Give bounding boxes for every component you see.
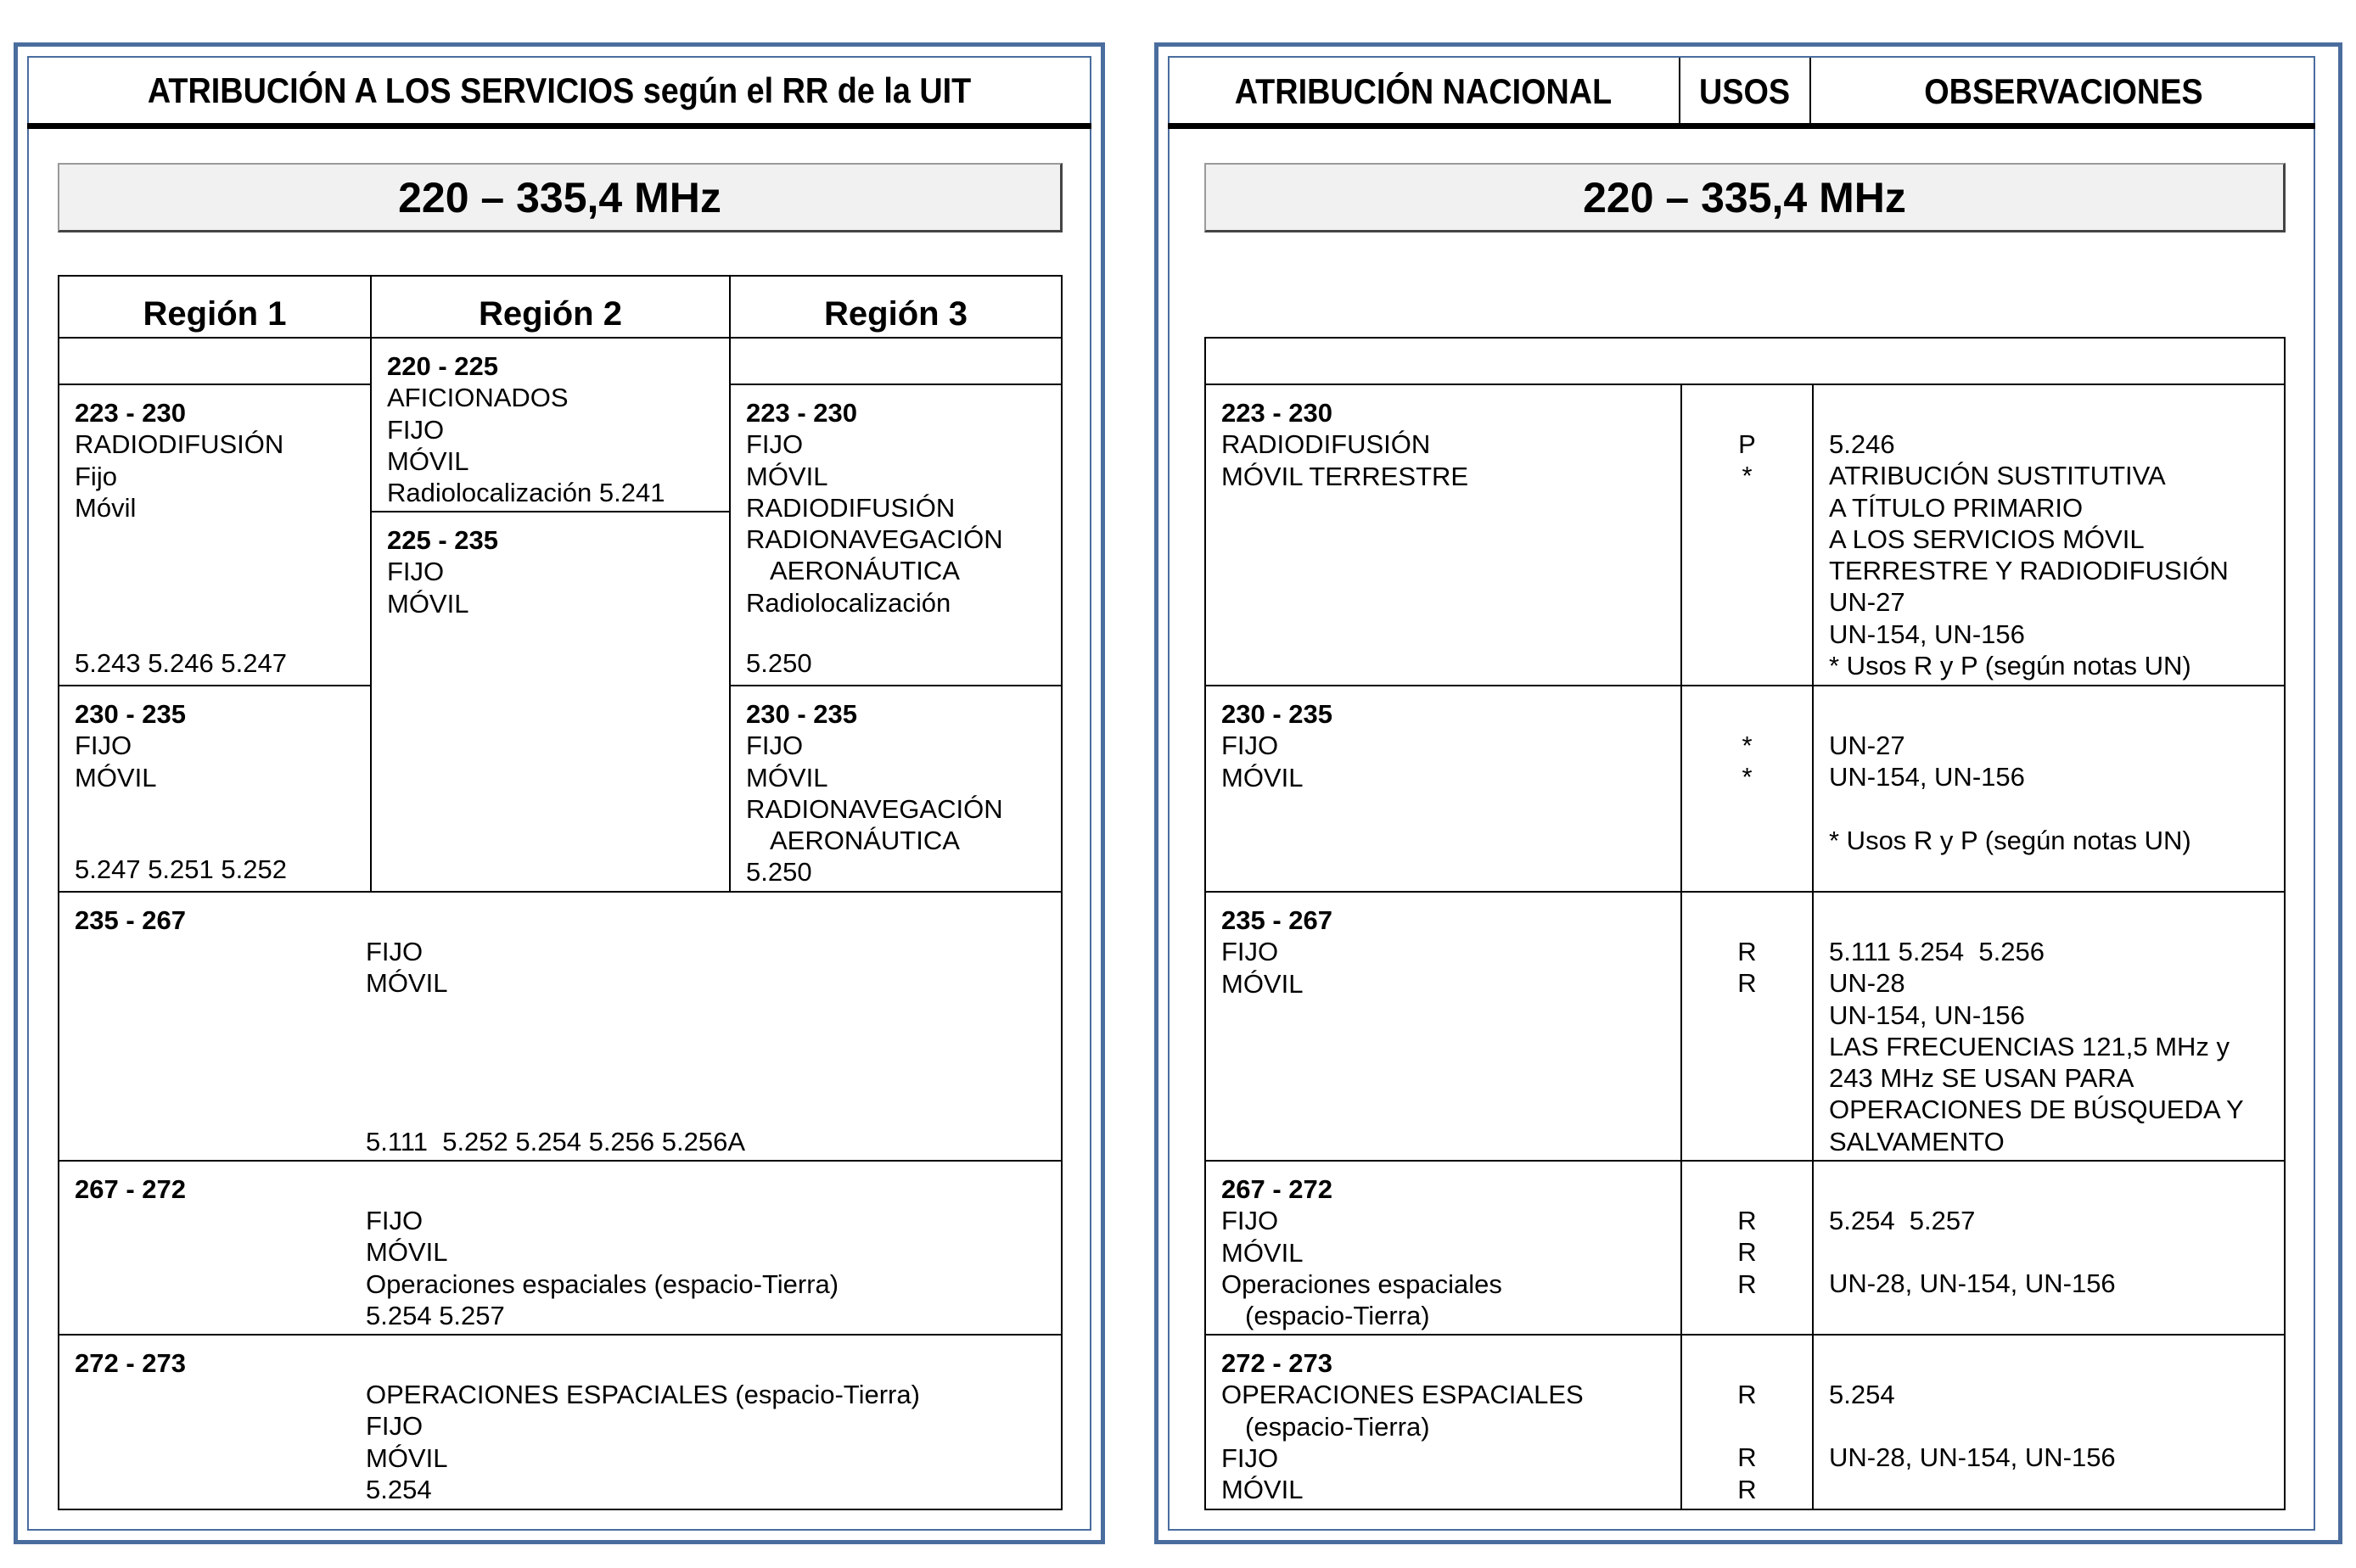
service: RADIODIFUSIÓN [1221,429,1431,460]
uso: R [1737,1474,1757,1504]
header-usos: USOS [1699,70,1791,111]
observation: 5.254 5.257 [1829,1206,1976,1235]
freq-range: 223 - 230 [1221,398,1332,428]
r3-223-230-cell [731,385,1061,685]
obs-272-273 [1814,1336,2284,1509]
observation [1829,793,2284,825]
observation: UN-28, UN-154, UN-156 [1829,1268,2116,1299]
service: Fijo [75,461,117,491]
observation: UN-27 [1829,731,1905,760]
service: AERONÁUTICA [770,556,960,586]
freq-range: 272 - 273 [1221,1348,1332,1378]
uso: R [1737,1206,1757,1235]
observation: UN-154, UN-156 [1829,762,2025,792]
right-header [1168,56,2315,129]
observation: UN-28 [1829,968,1905,999]
freq-range: 223 - 230 [75,398,186,428]
service: RADIODIFUSIÓN [746,492,956,523]
footnotes: 5.254 [366,1474,432,1504]
service: MÓVIL [366,968,448,999]
service: FIJO [366,1411,424,1442]
service: FIJO [366,937,424,966]
observation: * Usos R y P (según notas UN) [1829,825,2191,855]
service: FIJO [387,414,445,445]
observation: 5.111 5.254 5.256 [1829,937,2045,966]
observation: SALVAMENTO [1829,1126,2005,1156]
uso: R [1737,1237,1757,1268]
uso: * [1742,461,1753,491]
observation: A LOS SERVICIOS MÓVIL [1829,524,2145,554]
header-national: ATRIBUCIÓN NACIONAL [1234,70,1613,111]
freq-range: 272 - 273 [75,1348,186,1378]
service: MÓVIL [366,1237,448,1268]
footnotes: 5.111 5.252 5.254 5.256 5.256A [366,1127,746,1156]
region-2-header: Región 2 [479,295,622,333]
observation: A TÍTULO PRIMARIO [1829,492,2084,523]
header-observaciones: OBSERVACIONES [1923,70,2203,111]
freq-range: 235 - 267 [1221,905,1332,935]
observation: OPERACIONES DE BÚSQUEDA Y [1829,1095,2244,1125]
service: Móvil [75,492,137,523]
left-header [27,56,1091,129]
national-row-223-230 [1206,385,1680,685]
freq-range: 235 - 267 [75,905,186,935]
uso: * [1742,762,1753,792]
observation: UN-154, UN-156 [1829,619,2025,649]
service: MÓVIL TERRESTRE [1221,461,1469,491]
service: AERONÁUTICA [770,826,960,856]
service: Operaciones espaciales (espacio-Tierra) [366,1268,839,1299]
region-3-header: Región 3 [824,295,968,333]
service: MÓVIL [387,588,469,619]
service: RADIONAVEGACIÓN [746,524,1003,555]
all-272-273-cell [59,1336,1061,1509]
r2-220-225-cell [372,339,729,511]
uso [1682,1410,1812,1442]
service: Operaciones espaciales [1221,1268,1502,1299]
uso: R [1737,937,1757,966]
uso: R [1737,1380,1757,1409]
uso: R [1737,1268,1757,1299]
r1-223-230-cell [59,385,370,685]
observation: LAS FRECUENCIAS 121,5 MHz y [1829,1031,2230,1061]
freq-range: 230 - 235 [75,699,186,729]
usos-267-272 [1682,1162,1812,1334]
observation: TERRESTRE Y RADIODIFUSIÓN [1829,556,2229,586]
footnotes: 5.254 5.257 [366,1300,505,1330]
obs-223-230 [1814,385,2284,685]
national-row-230-235 [1206,686,1680,891]
service: AFICIONADOS [387,383,569,413]
service: Radiolocalización [746,587,951,618]
service: MÓVIL [1221,762,1304,792]
region-1-header: Región 1 [143,295,287,333]
footnotes: 5.243 5.246 5.247 [75,648,287,678]
service: OPERACIONES ESPACIALES (espacio-Tierra) [366,1380,920,1409]
right-band-title: 220 – 335,4 MHz [1204,163,2286,232]
obs-267-272 [1814,1162,2284,1334]
r3-230-235-cell [731,686,1061,891]
service: MÓVIL [387,445,469,476]
service: OPERACIONES ESPACIALES [1221,1380,1584,1410]
national-row-267-272 [1206,1162,1680,1334]
observation: 5.246 [1829,429,1895,459]
usos-235-267 [1682,893,1812,1160]
freq-range: 225 - 235 [387,525,498,555]
service: RADIONAVEGACIÓN [746,793,1003,824]
left-band-title: 220 – 335,4 MHz [58,163,1063,232]
observation: * Usos R y P (según notas UN) [1829,651,2191,681]
service: MÓVIL [1221,1237,1304,1268]
usos-223-230 [1682,385,1812,685]
observation: 243 MHz SE USAN PARA [1829,1063,2134,1094]
service: FIJO [1221,1206,1279,1236]
all-267-272-cell [59,1162,1061,1334]
freq-range: 267 - 272 [75,1174,186,1204]
service: MÓVIL [746,762,828,792]
service: FIJO [366,1206,424,1235]
service: MÓVIL [1221,968,1304,999]
service: FIJO [1221,731,1279,761]
r2-225-235-cell [372,512,729,891]
freq-range: 230 - 235 [1221,699,1332,729]
service: FIJO [1221,937,1279,967]
all-235-267-cell [59,893,1061,1160]
usos-272-273 [1682,1336,1812,1509]
observation: 5.254 [1829,1380,1895,1409]
uso: P [1738,429,1756,459]
service: MÓVIL [1221,1475,1304,1505]
service: MÓVIL [75,762,157,792]
uso: R [1737,1442,1757,1473]
observation: UN-27 [1829,587,1905,618]
observation [1829,1236,2284,1268]
uso: R [1737,968,1757,999]
obs-235-267 [1814,893,2284,1160]
observation: UN-154, UN-156 [1829,1000,2025,1030]
footnotes: 5.250 [746,857,812,888]
freq-range: 230 - 235 [746,699,857,729]
freq-range: 220 - 225 [387,351,498,381]
usos-230-235 [1682,686,1812,891]
service: FIJO [75,731,132,761]
service: FIJO [1221,1442,1279,1473]
obs-230-235 [1814,686,2284,891]
left-header-title: ATRIBUCIÓN A LOS SERVICIOS según el RR de la UIT [147,70,972,110]
freq-range: 267 - 272 [1221,1174,1332,1204]
observation: ATRIBUCIÓN SUSTITUTIVA [1829,461,2166,491]
uso: * [1742,731,1753,760]
service: FIJO [387,557,445,587]
observation [1829,1410,2284,1442]
service: MÓVIL [366,1442,448,1473]
service: MÓVIL [746,461,828,491]
service: Radiolocalización 5.241 [387,478,665,508]
freq-range: 223 - 230 [746,398,857,428]
national-row-272-273 [1206,1336,1680,1509]
service: (espacio-Tierra) [1245,1411,1430,1442]
service: (espacio-Tierra) [1245,1301,1430,1331]
service: FIJO [746,731,804,761]
r1-230-235-cell [59,686,370,891]
service: FIJO [746,429,804,460]
footnotes: 5.250 [746,648,812,678]
observation: UN-28, UN-154, UN-156 [1829,1442,2116,1473]
service: RADIODIFUSIÓN [75,429,284,460]
footnotes: 5.247 5.251 5.252 [75,854,287,884]
national-row-235-267 [1206,893,1680,1160]
